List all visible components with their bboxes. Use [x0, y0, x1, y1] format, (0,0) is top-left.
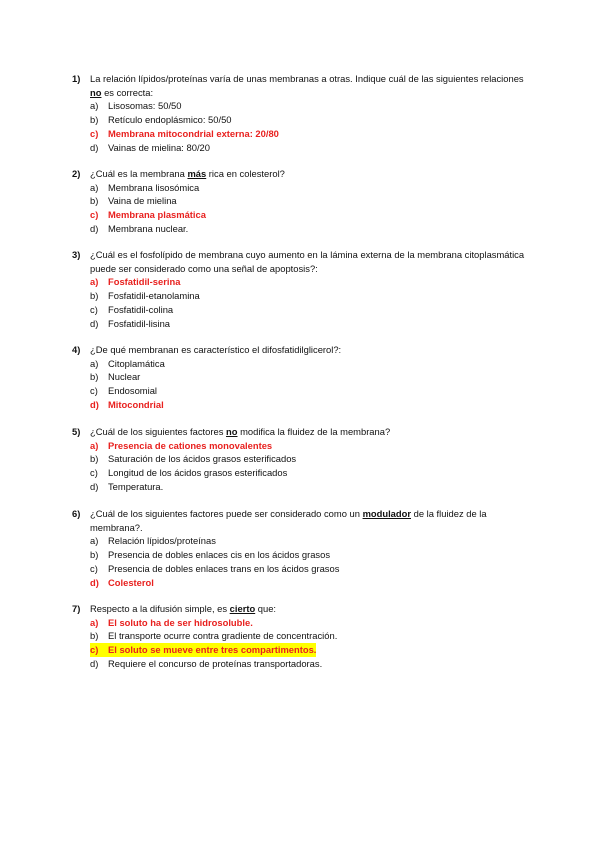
option-text: Lisosomas: 50/50	[108, 100, 182, 112]
option-letter: c)	[90, 385, 98, 397]
option-text: Endosomial	[108, 385, 157, 397]
question-number: 3)	[72, 249, 81, 260]
options-list	[90, 181, 532, 236]
option-d	[90, 141, 532, 155]
option-letter: d)	[90, 222, 99, 234]
option-letter: a)	[90, 100, 99, 112]
option-letter: d)	[90, 576, 99, 588]
option-letter: b)	[90, 113, 99, 125]
option-text: Fosfatidil-lisina	[108, 317, 170, 329]
option-a	[90, 357, 532, 371]
option-b	[90, 370, 532, 384]
options-list	[90, 439, 532, 494]
option-letter: c)	[90, 644, 99, 656]
option-letter: d)	[90, 141, 99, 153]
option-c	[90, 303, 532, 317]
question-text-part: rica en colesterol?	[206, 168, 285, 179]
question-keyword: no	[226, 426, 238, 437]
options-list	[90, 275, 532, 330]
options-list	[90, 616, 532, 671]
option-letter: c)	[90, 303, 98, 315]
option-text: Vaina de mielina	[108, 195, 177, 207]
question-text-part: ¿Cuál de los siguientes factores puede ser considerado como un	[90, 508, 363, 519]
option-text: Longitud de los ácidos grasos esterificados	[108, 467, 288, 479]
option-text: Retículo endoplásmico: 50/50	[108, 113, 232, 125]
question-text: ¿De qué membranan es característico el difosfatidilglicerol?:	[90, 344, 342, 355]
option-text: Fosfatidil-etanolamina	[108, 289, 200, 301]
question-keyword: cierto	[229, 603, 256, 614]
question-number: 6)	[72, 508, 81, 519]
option-letter: c)	[90, 467, 98, 479]
option-letter: d)	[90, 480, 99, 492]
question-text	[90, 602, 532, 616]
option-text: Citoplamática	[108, 357, 165, 369]
question-text-part: de la fluidez de la membrana?.	[90, 508, 487, 533]
option-letter: d)	[90, 317, 99, 329]
question-line	[72, 167, 532, 181]
question-text-part: La relación lípidos/proteínas varía de unas membranas a otras. Indique cuál de las siguientes relaciones	[90, 73, 524, 84]
option-letter: b)	[90, 195, 99, 207]
option-text: Presencia de dobles enlaces cis en los ácidos grasos	[108, 548, 331, 560]
options-list	[90, 99, 532, 154]
option-text: Membrana lisosómica	[108, 181, 200, 193]
option-c	[90, 562, 532, 576]
option-letter: b)	[90, 371, 99, 383]
question-number: 2)	[72, 168, 81, 179]
option-letter: d)	[90, 657, 99, 669]
option-letter: a)	[90, 616, 99, 628]
question-6	[72, 507, 532, 589]
option-text: Temperatura.	[108, 480, 164, 492]
option-text: El transporte ocurre contra gradiente de concentración.	[108, 630, 338, 642]
option-a	[90, 534, 532, 548]
question-text-part: Respecto a la difusión simple, es	[90, 603, 230, 614]
option-c-highlighted	[90, 643, 532, 657]
option-b	[90, 113, 532, 127]
question-text	[90, 167, 532, 181]
option-letter: c)	[90, 562, 98, 574]
option-text: Relación lípidos/proteínas	[108, 535, 216, 547]
question-number: 1)	[72, 73, 81, 84]
option-c	[90, 384, 532, 398]
option-letter: b)	[90, 453, 99, 465]
question-keyword: modulador	[362, 508, 411, 519]
option-letter: a)	[90, 181, 99, 193]
option-d	[90, 480, 532, 494]
option-d	[90, 657, 532, 671]
option-b	[90, 548, 532, 562]
option-letter: d)	[90, 398, 99, 410]
option-letter: a)	[90, 357, 99, 369]
question-3	[72, 248, 532, 330]
question-keyword: no	[90, 86, 102, 98]
option-letter: b)	[90, 548, 99, 560]
option-letter: a)	[90, 439, 99, 451]
option-a-correct	[90, 616, 532, 630]
option-text: Mitocondrial	[108, 398, 164, 410]
option-a-correct	[90, 275, 532, 289]
option-b	[90, 194, 532, 208]
question-line	[72, 248, 532, 275]
question-text-part: que:	[255, 603, 277, 614]
option-b	[90, 629, 532, 643]
question-2	[72, 167, 532, 236]
option-letter: c)	[90, 127, 99, 139]
option-letter: b)	[90, 289, 99, 301]
option-d	[90, 317, 532, 331]
option-text: Presencia de cationes monovalentes	[108, 439, 273, 451]
option-letter: c)	[90, 209, 99, 221]
options-list	[90, 534, 532, 589]
option-letter: a)	[90, 535, 99, 547]
option-text: Membrana nuclear.	[108, 222, 189, 234]
option-letter: b)	[90, 630, 99, 642]
option-text: Colesterol	[108, 576, 154, 588]
option-text: El soluto se mueve entre tres compartimentos.	[108, 644, 317, 656]
option-text: Saturación de los ácidos grasos esterificados	[108, 453, 297, 465]
question-number: 4)	[72, 344, 81, 355]
option-text: Membrana plasmática	[108, 209, 206, 221]
option-d	[90, 222, 532, 236]
options-list	[90, 357, 532, 412]
question-line	[72, 343, 532, 357]
question-text-part: ¿Cuál es la membrana	[90, 168, 188, 179]
question-4	[72, 343, 532, 412]
question-text	[90, 72, 532, 99]
option-text: Presencia de dobles enlaces trans en los ácidos grasos	[108, 562, 340, 574]
question-5	[72, 425, 532, 494]
option-d-correct	[90, 576, 532, 590]
option-text: Fosfatidil-colina	[108, 303, 174, 315]
option-text: Fosfatidil-serina	[108, 276, 181, 288]
option-text: El soluto ha de ser hidrosoluble.	[108, 616, 253, 628]
option-text: Nuclear	[108, 371, 141, 383]
question-line	[72, 602, 532, 616]
option-c-correct	[90, 127, 532, 141]
option-a	[90, 181, 532, 195]
option-text: Membrana mitocondrial externa: 20/80	[108, 127, 279, 139]
question-text-part: modifica la fluidez de la membrana?	[237, 426, 391, 437]
question-line	[72, 425, 532, 439]
question-line	[72, 507, 532, 534]
question-number: 7)	[72, 603, 81, 614]
question-text: ¿Cuál es el fosfolípido de membrana cuyo aumento en la lámina externa de la membrana citoplasmática puede ser considerado como una señal de apoptosis?:	[90, 249, 525, 274]
highlighted-option	[90, 643, 316, 657]
option-a	[90, 99, 532, 113]
option-text: Requiere el concurso de proteínas transportadoras.	[108, 657, 323, 669]
option-b	[90, 452, 532, 466]
question-line	[72, 72, 532, 99]
option-d-correct	[90, 398, 532, 412]
option-c-correct	[90, 208, 532, 222]
question-text	[90, 425, 532, 439]
question-text-part: ¿Cuál de los siguientes factores	[90, 426, 227, 437]
question-keyword: más	[187, 168, 207, 179]
question-number: 5)	[72, 426, 81, 437]
question-text	[90, 507, 532, 534]
option-letter: a)	[90, 276, 99, 288]
option-text: Vainas de mielina: 80/20	[108, 141, 210, 153]
option-c	[90, 466, 532, 480]
question-text-part: es correcta:	[101, 86, 154, 98]
option-b	[90, 289, 532, 303]
question-1	[72, 72, 532, 154]
question-7	[72, 602, 532, 671]
option-a-correct	[90, 439, 532, 453]
